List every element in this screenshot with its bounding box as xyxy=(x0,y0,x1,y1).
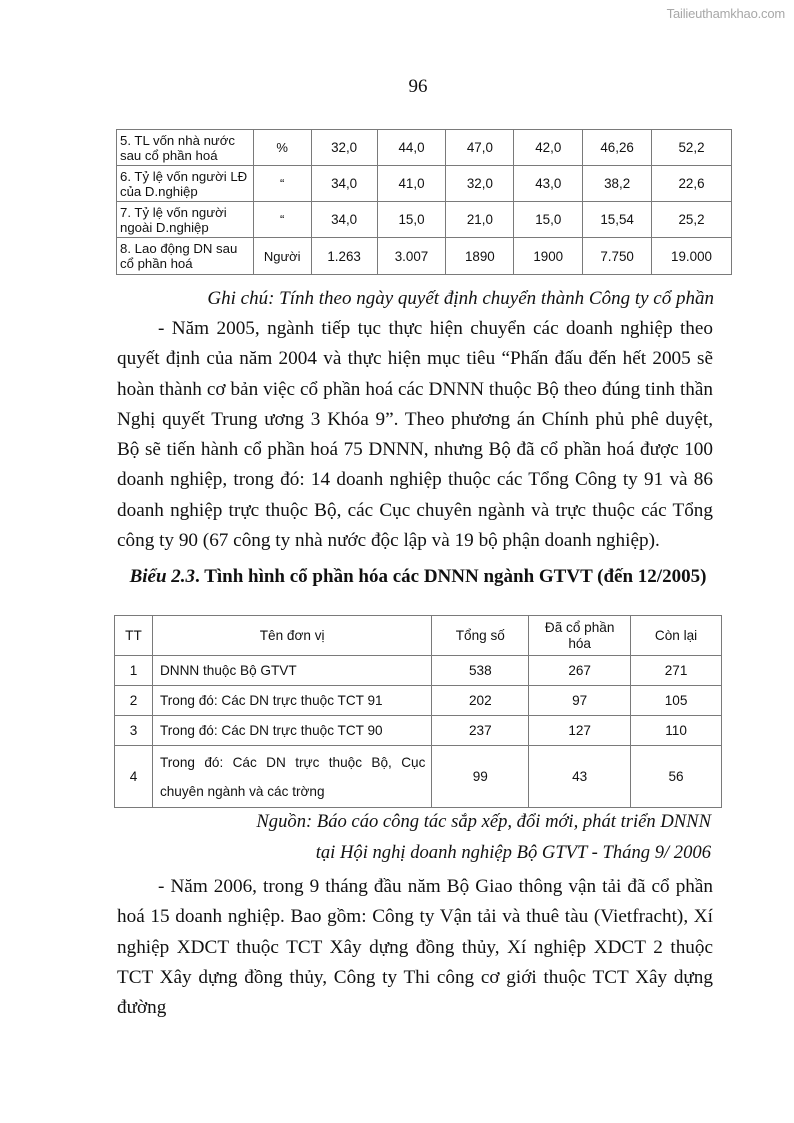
table-row xyxy=(115,716,722,746)
table-row xyxy=(117,238,732,275)
cell-equitized: 267 xyxy=(529,656,631,686)
cell: 32,0 xyxy=(311,130,377,166)
cell-total: 99 xyxy=(432,746,529,808)
table-row xyxy=(115,656,722,686)
cell-total: 202 xyxy=(432,686,529,716)
row-unit: % xyxy=(253,130,311,166)
cell-tt: 4 xyxy=(115,746,153,808)
watermark: Tailieuthamkhao.com xyxy=(666,6,785,21)
table-row xyxy=(117,202,732,238)
cell: 7.750 xyxy=(583,238,652,275)
cell-tt: 2 xyxy=(115,686,153,716)
cell: 21,0 xyxy=(446,202,514,238)
row-label: 7. Tỷ lệ vốn người ngoài D.nghiệp xyxy=(117,202,254,238)
page-number: 96 xyxy=(408,76,428,97)
cell: 1900 xyxy=(514,238,583,275)
cell-remaining: 105 xyxy=(631,686,722,716)
cell: 1890 xyxy=(446,238,514,275)
cell: 52,2 xyxy=(652,130,732,166)
table2-caption xyxy=(0,566,794,588)
cell: 38,2 xyxy=(583,166,652,202)
table-row xyxy=(115,746,722,808)
row-label: 5. TL vốn nhà nước sau cổ phần hoá xyxy=(117,130,254,166)
table-row xyxy=(117,130,732,166)
cell-remaining: 271 xyxy=(631,656,722,686)
cell: 25,2 xyxy=(652,202,732,238)
table-row xyxy=(117,166,732,202)
table-header-row xyxy=(115,616,722,656)
paragraph-text: - Năm 2006, trong 9 tháng đầu năm Bộ Giao thông vận tải đã cổ phần hoá 15 doanh nghiệp. Bao gồm: Công ty Vận tải và thuê tàu (Vietfracht), Xí nghiệp XDCT thuộc TCT Xây dựng đồng thủy, Xí nghiệp XDCT 2 thuộc TCT Xây dựng đồng thủy, Công ty Thi công cơ giới thuộc TCT Xây dựng đường xyxy=(117,876,713,1019)
cell: 32,0 xyxy=(446,166,514,202)
row-label: 6. Tỷ lệ vốn người LĐ của D.nghiệp xyxy=(117,166,254,202)
cell-equitized: 43 xyxy=(529,746,631,808)
cell: 19.000 xyxy=(652,238,732,275)
cell: 34,0 xyxy=(311,202,377,238)
cell-total: 237 xyxy=(432,716,529,746)
table-row xyxy=(115,686,722,716)
header-tt: TT xyxy=(115,616,153,656)
cell-equitized: 97 xyxy=(529,686,631,716)
cell-name: Trong đó: Các DN trực thuộc TCT 90 xyxy=(152,716,431,746)
cell-remaining: 110 xyxy=(631,716,722,746)
caption-text: . Tình hình cổ phần hóa các DNNN ngành GTVT (đến 12/2005) xyxy=(195,566,707,587)
caption-prefix: Biểu 2.3 xyxy=(129,566,196,587)
cell: 15,0 xyxy=(377,202,446,238)
cell-tt: 3 xyxy=(115,716,153,746)
cell: 22,6 xyxy=(652,166,732,202)
cell-equitized: 127 xyxy=(529,716,631,746)
row-unit: “ xyxy=(253,166,311,202)
table-equitization-status xyxy=(114,615,722,808)
header-total: Tổng số xyxy=(432,616,529,656)
cell-name: Trong đó: Các DN trực thuộc TCT 91 xyxy=(152,686,431,716)
cell: 15,0 xyxy=(514,202,583,238)
cell: 15,54 xyxy=(583,202,652,238)
table-equitization-indicators xyxy=(116,129,732,275)
header-unit-name: Tên đơn vị xyxy=(152,616,431,656)
cell: 47,0 xyxy=(446,130,514,166)
source-line-1: Nguồn: Báo cáo công tác sắp xếp, đổi mới, phát triển DNNN xyxy=(256,811,711,832)
source-line-2: tại Hội nghị doanh nghiệp Bộ GTVT - Tháng 9/ 2006 xyxy=(315,842,711,863)
cell-total: 538 xyxy=(432,656,529,686)
header-equitized: Đã cổ phần hóa xyxy=(529,616,631,656)
cell-remaining: 56 xyxy=(631,746,722,808)
paragraph-text: - Năm 2005, ngành tiếp tục thực hiện chuyển các doanh nghiệp theo quyết định của năm 2004 và thực hiện mục tiêu “Phấn đấu đến hết 2005 sẽ hoàn thành cơ bản việc cổ phần hoá các DNNN thuộc Bộ theo đúng tinh thần Nghị quyết Trung ương 3 Khóa 9”. Theo phương án Chính phủ phê duyệt, Bộ sẽ tiến hành cổ phần hoá 75 DNNN, nhưng Bộ đã cổ phần hoá được 100 doanh nghiệp, trong đó: 14 doanh nghiệp thuộc các Tổng Công ty 91 và 86 doanh nghiệp trực thuộc Bộ, các Cục chuyên ngành và trực thuộc các Tổng công ty 90 (67 công ty nhà nước độc lập và 19 bộ phận doanh nghiệp). xyxy=(117,318,713,552)
cell: 3.007 xyxy=(377,238,446,275)
row-unit: Người xyxy=(253,238,311,275)
cell: 43,0 xyxy=(514,166,583,202)
cell-name: Trong đó: Các DN trực thuộc Bộ, Cục chuyên ngành và các trờng xyxy=(152,746,431,808)
cell: 41,0 xyxy=(377,166,446,202)
cell-tt: 1 xyxy=(115,656,153,686)
cell: 44,0 xyxy=(377,130,446,166)
table1-note: Ghi chú: Tính theo ngày quyết định chuyển thành Công ty cổ phần xyxy=(207,288,714,309)
cell: 42,0 xyxy=(514,130,583,166)
cell: 34,0 xyxy=(311,166,377,202)
cell: 1.263 xyxy=(311,238,377,275)
row-label: 8. Lao động DN sau cổ phần hoá xyxy=(117,238,254,275)
cell-name: DNNN thuộc Bộ GTVT xyxy=(152,656,431,686)
paragraph-2005 xyxy=(117,314,713,556)
header-remaining: Còn lại xyxy=(631,616,722,656)
row-unit: “ xyxy=(253,202,311,238)
paragraph-2006 xyxy=(117,872,713,1023)
cell: 46,26 xyxy=(583,130,652,166)
